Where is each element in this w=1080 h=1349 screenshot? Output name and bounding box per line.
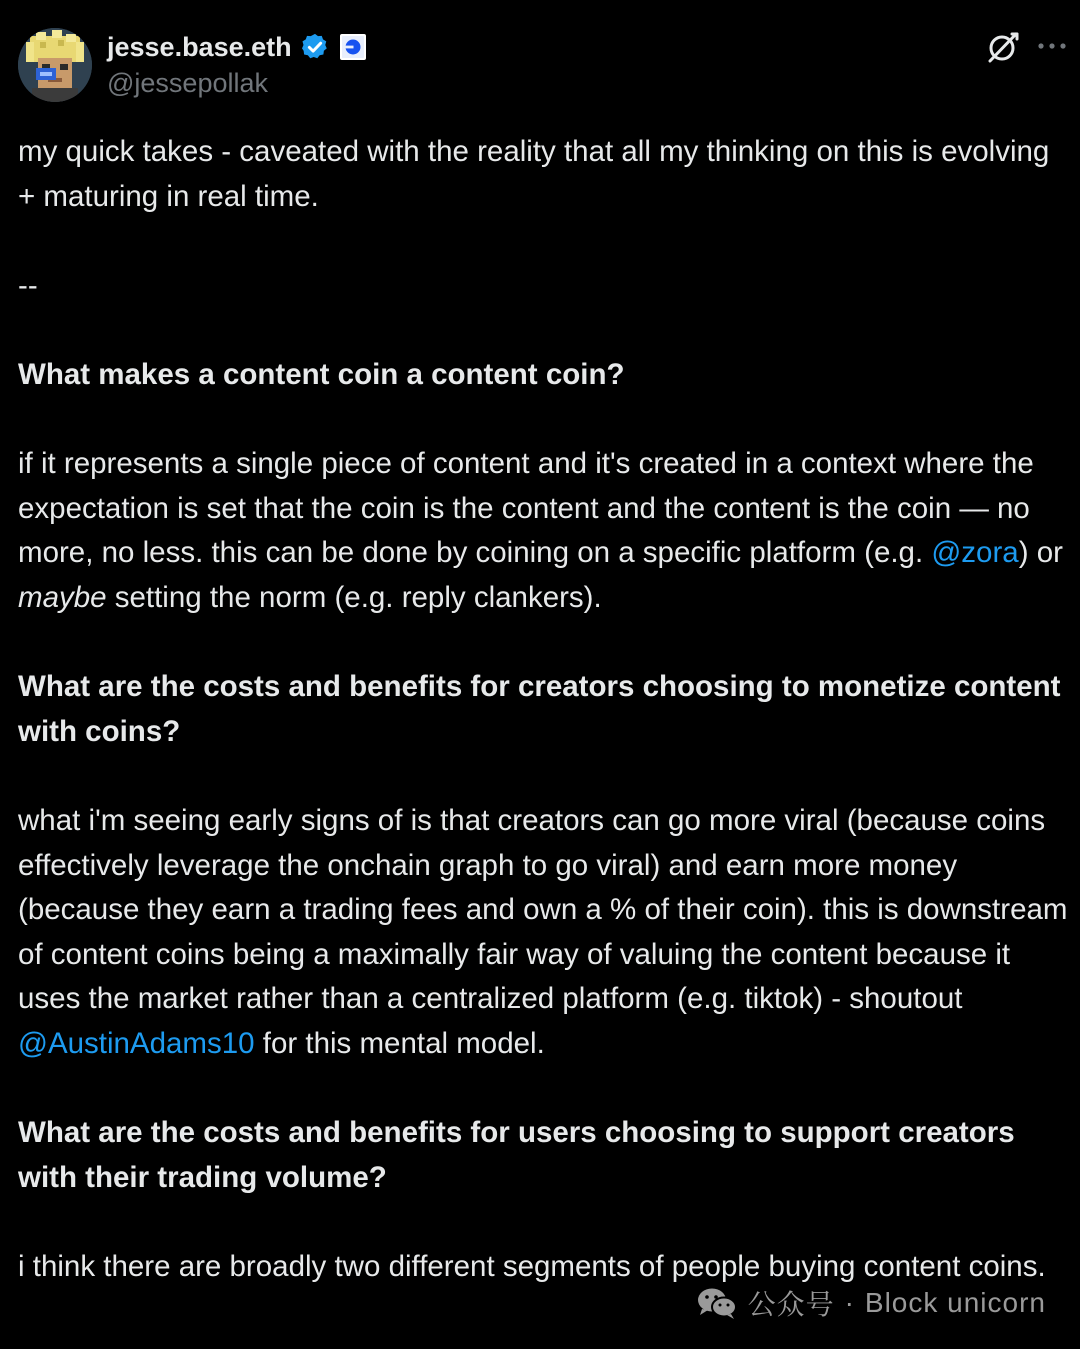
mention-zora[interactable]: @zora: [931, 536, 1019, 570]
paragraph-definition: [18, 442, 1068, 620]
separator-line: --: [18, 268, 38, 302]
paragraph-definition-text-c: setting the norm (e.g. reply clankers).: [106, 580, 602, 614]
avatar[interactable]: [18, 28, 92, 102]
verified-badge-icon[interactable]: [300, 32, 330, 62]
grok-icon[interactable]: [986, 30, 1020, 64]
wechat-icon: [696, 1285, 738, 1321]
heading-content-coin: What makes a content coin a content coin?: [18, 357, 625, 391]
tweet-text: [18, 130, 1068, 1289]
emphasis-maybe: maybe: [18, 580, 107, 614]
tweet-header: [18, 28, 1068, 104]
heading-creators-costs: What are the costs and benefits for creators choosing to monetize content with coins?: [18, 670, 1061, 748]
watermark: [696, 1283, 1046, 1323]
paragraph-definition-text-b: ) or: [1018, 536, 1063, 570]
paragraph-segments: i think there are broadly two different segments of people buying content coins.: [18, 1249, 1046, 1283]
watermark-separator: ·: [844, 1287, 855, 1318]
author-names: [107, 30, 367, 99]
paragraph-intro: my quick takes - caveated with the reality that all my thinking on this is evolving + maturing in real time.: [18, 135, 1050, 213]
pixel-art-avatar-icon: [18, 28, 92, 102]
more-icon[interactable]: [1036, 38, 1068, 54]
display-row: [107, 30, 367, 64]
paragraph-definition-text-a: if it represents a single piece of content and it's created in a context where the expectation is set that the coin is the content and the content is the coin — no more, no less. this can be done by coining on a specific platform (e.g.: [18, 447, 1034, 570]
author-handle[interactable]: @jessepollak: [107, 68, 268, 98]
display-name[interactable]: jesse.base.eth: [107, 31, 292, 62]
mention-austinadams10[interactable]: @AustinAdams10: [18, 1026, 255, 1060]
paragraph-creators-text-a: what i'm seeing early signs of is that creators can go more viral (because coins effectively leverage the onchain graph to go viral) and earn more money (because they earn a trading fees and own a % of their coin). this is downstream of content coins being a maximally fair way of valuing the content because it uses the market rather than a centralized platform (e.g. tiktok) - shoutout: [18, 803, 1068, 1016]
paragraph-creators-text-b: for this mental model.: [254, 1026, 545, 1060]
heading-users-costs: What are the costs and benefits for users choosing to support creators with their trading volume?: [18, 1116, 1015, 1194]
base-affiliate-badge-icon[interactable]: [339, 33, 367, 61]
watermark-platform: 公众号: [747, 1289, 835, 1320]
watermark-account: Block unicorn: [864, 1287, 1046, 1318]
paragraph-creators: [18, 799, 1068, 1067]
